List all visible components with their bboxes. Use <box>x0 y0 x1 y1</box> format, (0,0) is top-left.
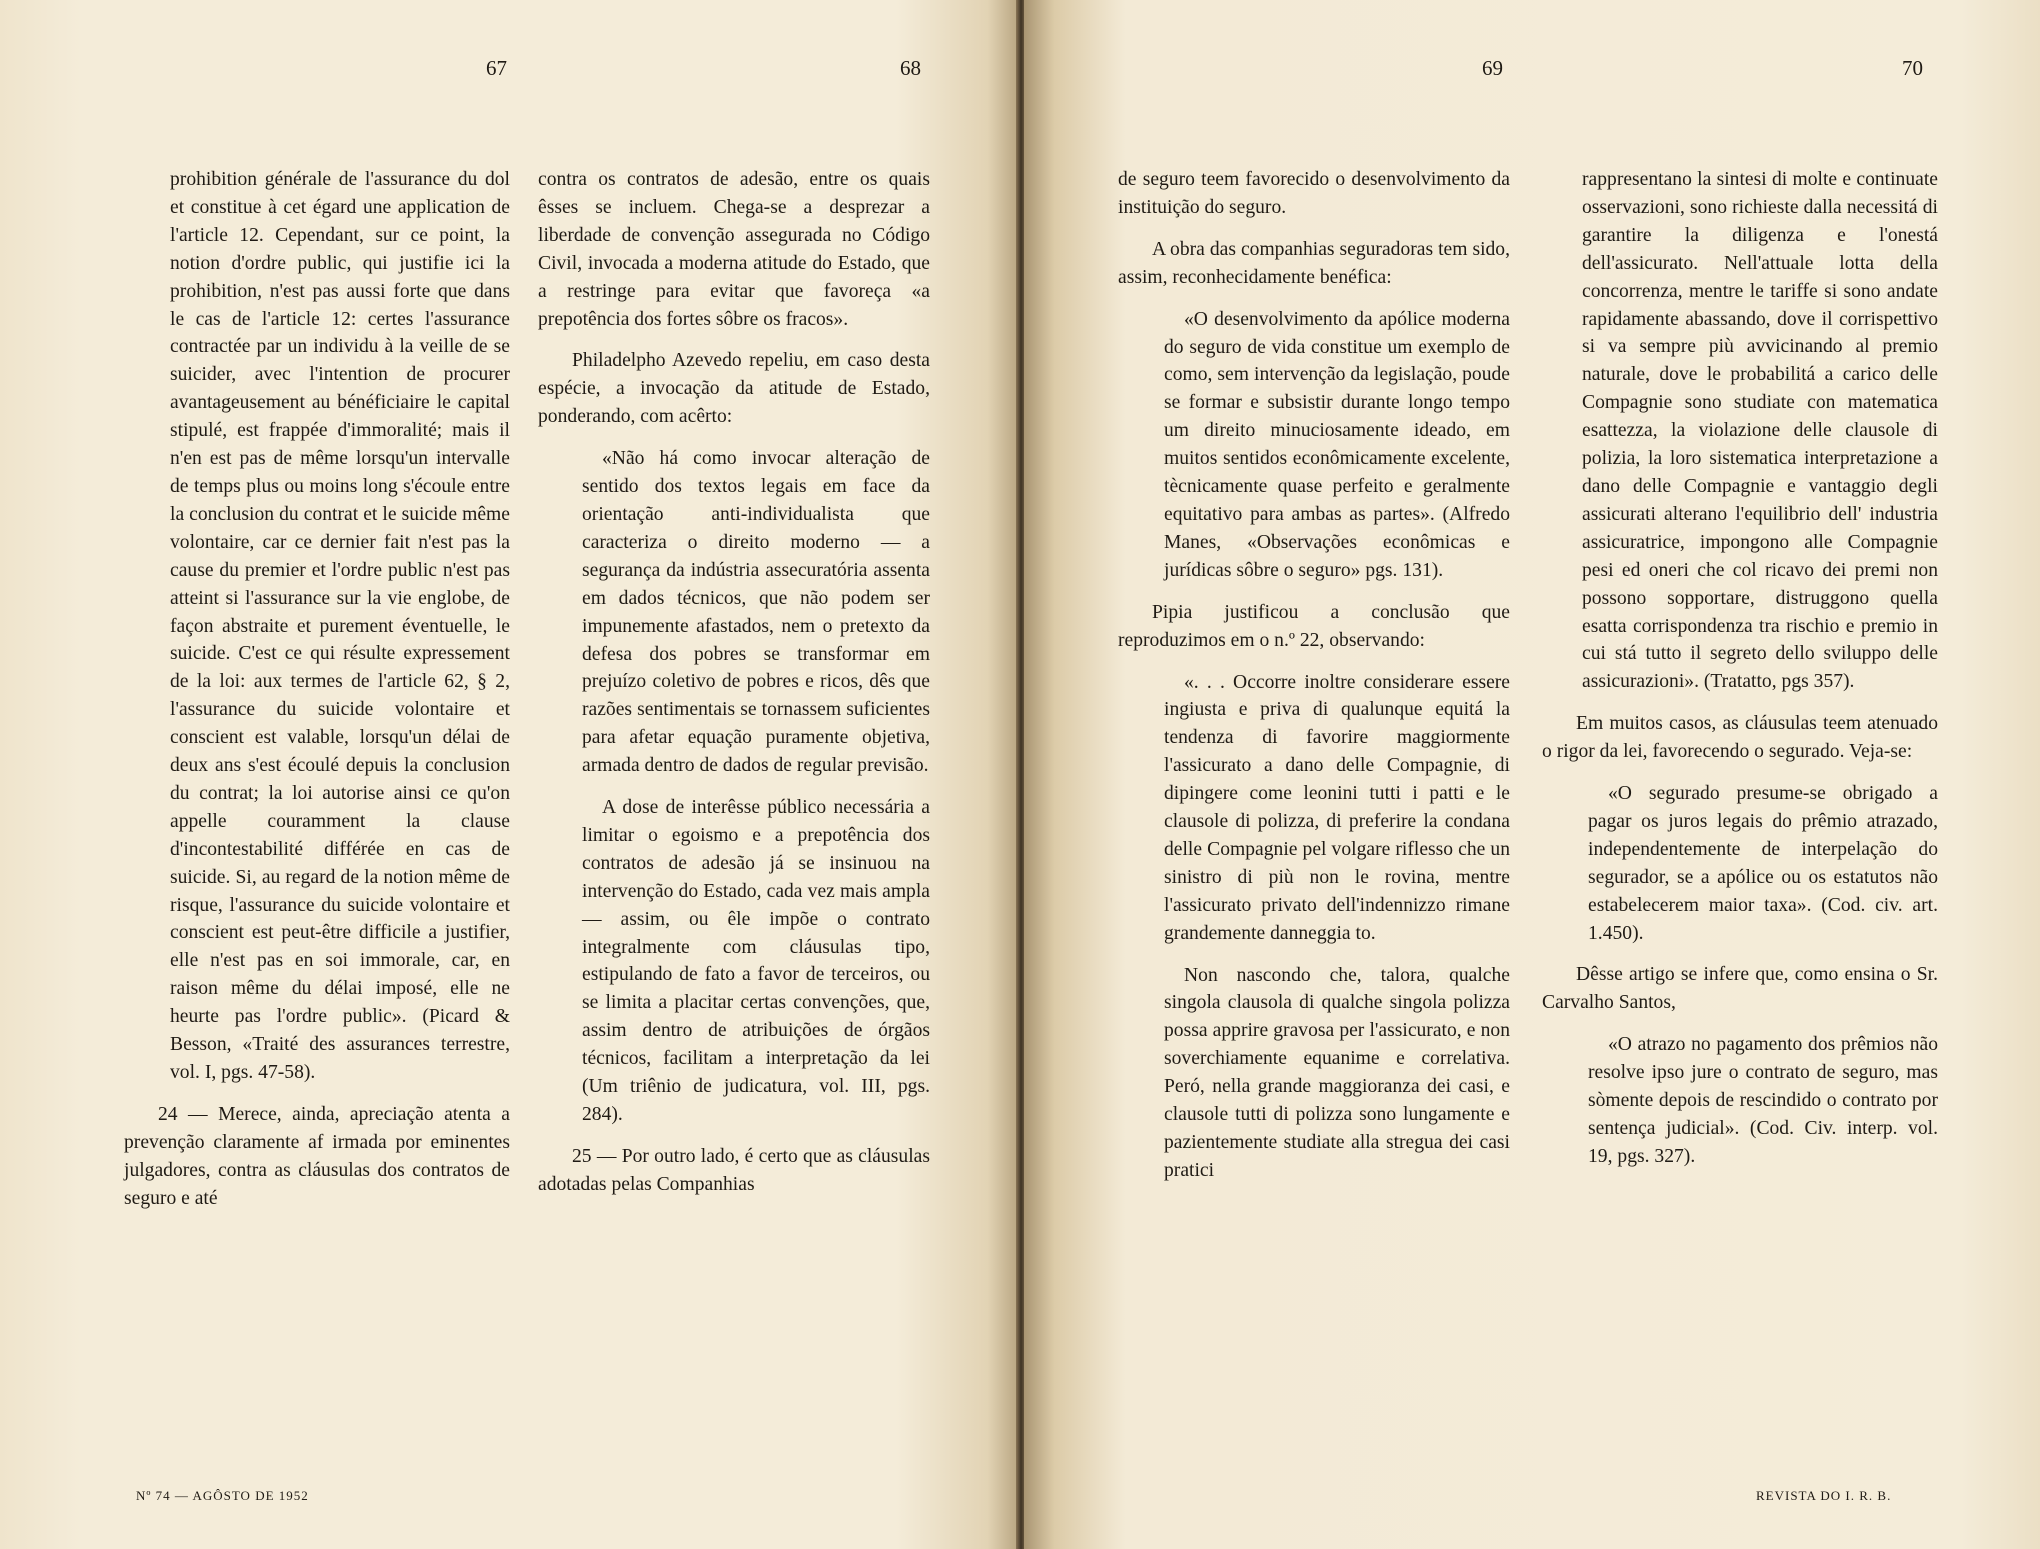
text-column-69 <box>1118 166 1510 1199</box>
text-column-68 <box>538 166 930 1213</box>
paragraph: A obra das companhias seguradoras tem sido, assim, reconhecidamente benéfica: <box>1118 238 1510 288</box>
paragraph: de seguro teem favorecido o desenvolvimento da instituição do seguro. <box>1118 169 1510 218</box>
footer-issue-date: Nº 74 — AGÔSTO DE 1952 <box>136 1488 309 1503</box>
quotation: «O segurado presume-se obrigado a pagar os juros legais do prêmio atrazado, independentemente de interpelação do segurador, se a apólice ou os estatutos não estabelecerem maior taxa». (Cod. civ. art. 1.450). <box>1588 783 1938 944</box>
quotation: «Não há como invocar alteração de sentido dos textos legais em face da orientação anti-individualista que caracteriza o direito moderno — a segurança da indústria assecuratória assenta em dados técnicos, que não podem ser impunemente afastados, nem o pretexto da defesa dos pobres se transformar em prejuízo coletivo de pobres e ricos, dês que razões sentimentais se tornassem suficientes para afetar equação puramente objetiva, armada dentro de dados de regular previsão. <box>582 448 930 777</box>
page-number-68: 68 <box>900 56 921 80</box>
quotation: A dose de interêsse público necessária a limitar o egoismo e a prepotência dos contratos de adesão já se insinuou na intervenção do Estado, cada vez mais ampla — assim, ou êle impõe o contrato integralmente com cláusulas tipo, estipulando de fato a favor de terceiros, ou se limita a placitar certas convenções, que, assim dentro de atribuições de órgãos técnicos, facilitam a interpretação da lei (Um triênio de judicatura, vol. III, pgs. 284). <box>582 797 930 1125</box>
paragraph: Dêsse artigo se infere que, como ensina o Sr. Carvalho Santos, <box>1542 964 1938 1014</box>
paragraph: Philadelpho Azevedo repeliu, em caso desta espécie, a invocação da atitude de Estado, ponderando, com acêrto: <box>538 350 930 428</box>
paragraph: 24 — Merece, ainda, apreciação atenta a prevenção claramente af irmada por eminentes julgadores, contra as cláusulas dos contratos de seguro e até <box>124 1103 510 1209</box>
paragraph: 25 — Por outro lado, é certo que as cláusulas adotadas pelas Companhias <box>538 1145 930 1195</box>
page-number-69: 69 <box>1482 56 1503 80</box>
quotation: Non nascondo che, talora, qualche singola clausola di qualche singola polizza possa apprire gravosa per l'assicurato, e non soverchiamente equanime e correlativa. Peró, nella grande maggioranza dei casi, e clausole tutti di polizza sono lungamente e pazientemente studiate alla stregua dei casi pratici <box>1164 964 1510 1181</box>
quotation: «O atrazo no pagamento dos prêmios não resolve ipso jure o contrato de seguro, mas sòmente depois de rescindido o contrato por sentença judicial». (Cod. Civ. interp. vol. 19, pgs. 327). <box>1588 1034 1938 1167</box>
quotation-continued: rappresentano la sintesi di molte e continuate osservazioni, sono richieste dalla necessitá di garantire la diligenza e l'onestá dell'assicurato. Nell'attuale lotta della concorrenza, mentre le tariffe si sono andate rapidamente abassando, dove il corrispettivo si va sempre più avvicinando al premio naturale, dove le probabilitá a carico delle Compagnie sono studiate con matematica esattezza, la violazione delle clausole di polizia, la loro sistematica interpretazione a dano delle Compagnie e vantaggio degli assicurati alterano l'equilibrio dell' industria assicuratrice, impongono alle Compagnie pesi ed oneri che col ricavo dei premi non possono sopportare, distruggono quella esatta corrispondenza tra rischio e premio in cui stá tutto il segreto dello sviluppo delle assicurazioni». (Tratatto, pgs 357). <box>1582 169 1938 693</box>
paragraph: Pipia justificou a conclusão que reproduzimos em o n.º 22, observando: <box>1118 601 1510 651</box>
paragraph: contra os contratos de adesão, entre os quais êsses se incluem. Chega-se a desprezar a liberdade de convenção assegurada no Código Civil, invocada a moderna atitude do Estado, que a restringe para evitar que favoreça «a prepotência dos fortes sôbre os fracos». <box>538 169 930 330</box>
quotation: «. . . Occorre inoltre considerare essere ingiusta e priva di qualunque equitá la tendenza di favorire maggiormente l'assicurato a dano delle Compagnie, di dipingere come leonini tutti i patti e le clausole di polizza, di preferire la condana delle Compagnie pel volgare riflesso che un sinistro di più non le rovina, mentre l'assicurato privato dell'indennizzo rimane grandemente danneggia to. <box>1164 671 1510 944</box>
text-column-70 <box>1542 166 1938 1185</box>
footer-journal-title: REVISTA DO I. R. B. <box>1756 1488 1892 1503</box>
page-number-67: 67 <box>486 56 507 80</box>
page-number-70: 70 <box>1902 56 1923 80</box>
text-column-67 <box>124 166 510 1227</box>
paragraph: Em muitos casos, as cláusulas teem atenuado o rigor da lei, favorecendo o segurado. Veja-se: <box>1542 713 1938 763</box>
paragraph: prohibition générale de l'assurance du dol et constitue à cet égard une application de l'article 12. Cependant, sur ce point, la notion d'ordre public, qui justifie ici la prohibition, n'est pas aussi forte que dans le cas de l'article 12: certes l'assurance contractée par un individu à la veille de se suicider, avec l'intention de procurer avantageusement au bénéficiaire le capital stipulé, est frappée d'immoralité; mais il n'en est pas de même lorsqu'un intervalle de temps plus ou moins long s'écoule entre la conclusion du contrat et le suicide même volontaire, car ce dernier fait n'est pas la cause du premier et l'ordre public n'est pas atteint si l'assurance sur la vie englobe, de façon abstraite et purement éventuelle, le suicide. C'est ce qui résulte expressement de la loi: aux termes de l'article 62, § 2, l'assurance du suicide volontaire et conscient est valable, lorsqu'un délai de deux ans s'est écoulé depuis la conclusion du contrat; la loi autorise ainsi ce qu'on appelle couramment la clause d'incontestabilité différée en cas de suicide. Si, au regard de la notion même de risque, l'assurance du suicide volontaire et conscient est peut-être difficile a justifier, elle n'est pas en soi immorale, car, en raison même du délai imposé, elle ne heurte pas l'ordre public». (Picard & Besson, «Traité des assurances terrestre, vol. I, pgs. 47-58). <box>170 169 510 1083</box>
quotation: «O desenvolvimento da apólice moderna do seguro de vida constitue um exemplo de como, sem intervenção da legislação, poude se formar e subsistir durante longo tempo um direito minuciosamente ideado, em muitos sentidos econômicamente excelente, tècnicamente quase perfeito e geralmente equitativo para ambas as partes». (Alfredo Manes, «Observações econômicas e jurídicas sôbre o seguro» pgs. 131). <box>1164 308 1510 581</box>
